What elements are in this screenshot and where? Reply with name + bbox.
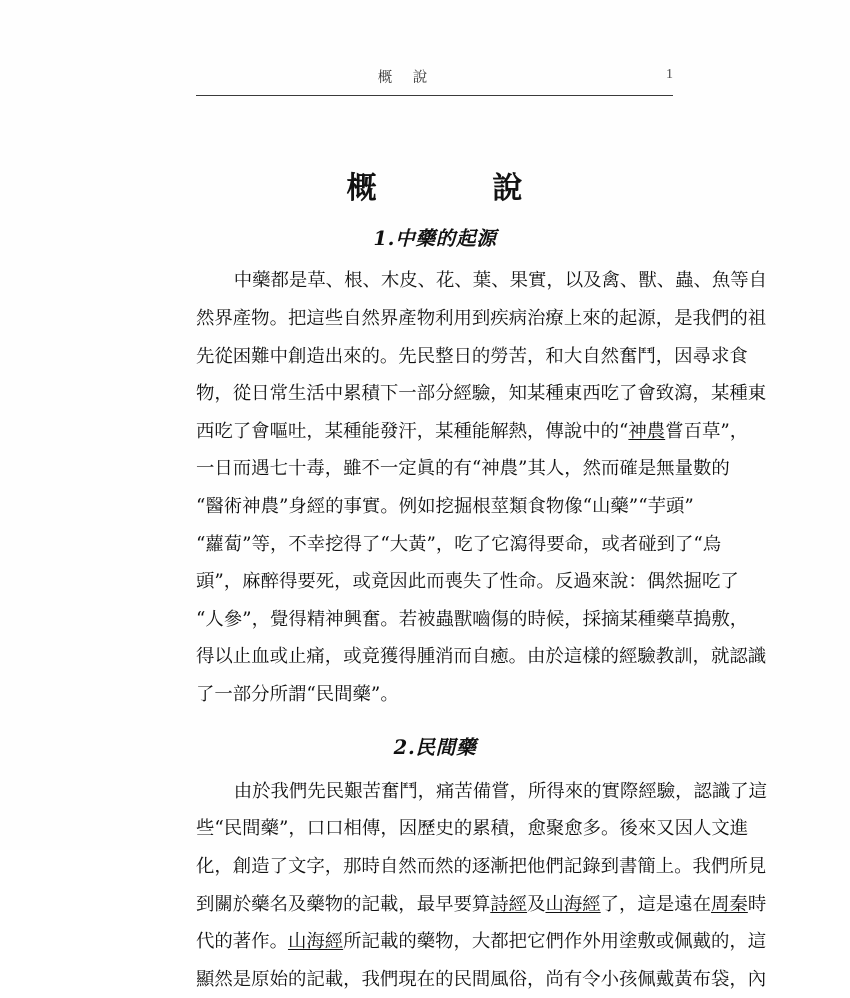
text-line xyxy=(196,601,749,639)
text-run: 得以止血或止痛，或竟獲得腫消而自癒。由於這樣的經驗教訓，就認識 xyxy=(196,646,767,668)
text-run: 些“民間藥”，口口相傳，因歷史的累積，愈聚愈多。後來又因人文進 xyxy=(196,818,749,840)
text-run: 及 xyxy=(527,893,546,915)
text-run: 時 xyxy=(747,893,767,915)
section-body-2 xyxy=(196,773,768,998)
emphasized-title-text: 詩經 xyxy=(490,893,528,915)
text-line xyxy=(196,810,749,848)
text-run: 中藥都是草、根、木皮、花、葉、果實，以及禽、獸、蟲、魚等自 xyxy=(233,270,768,292)
section-body-1 xyxy=(196,262,768,713)
text-run: 化，創造了文字，那時自然而然的逐漸把他們記錄到書簡上。我們所見 xyxy=(196,856,767,877)
text-line xyxy=(196,923,767,961)
page-title: 概 說 xyxy=(346,171,541,206)
text-run: 一日而遇七十毒，雖不一定眞的有“神農”其人，然而確是無量數的 xyxy=(196,458,730,480)
text-line xyxy=(196,450,730,488)
text-line xyxy=(196,262,768,300)
emphasized-title-text: 山海經 xyxy=(287,931,344,953)
text-run: 頭”，麻醉得要死，或竟因此而喪失了性命。反過來說：偶然掘吃了 xyxy=(196,571,739,593)
text-run: 嘗百草”， xyxy=(665,420,749,442)
text-line xyxy=(196,773,768,811)
section-heading-2: 2.民間藥 xyxy=(393,736,477,760)
text-line xyxy=(196,526,722,564)
text-run: 西吃了會嘔吐，某種能發汗，某種能解熱，傳說中的“ xyxy=(196,420,629,442)
text-run: 顯然是原始的記載，我們現在的民間風俗，尚有令小孩佩戴黃布袋，內 xyxy=(196,968,767,990)
emphasized-title-text: 山海經 xyxy=(545,893,601,915)
text-line xyxy=(196,413,749,451)
text-run: “蘿蔔”等，不幸挖得了“大黃”，吃了它瀉得要命，或者碰到了“烏 xyxy=(196,533,722,555)
document-body xyxy=(196,222,768,998)
text-line xyxy=(196,676,674,714)
text-run: 了一部分所謂“民間藥”。 xyxy=(196,683,399,705)
text-line xyxy=(196,488,694,526)
text-line xyxy=(196,338,748,376)
running-header-title: 概 說 xyxy=(377,70,436,86)
text-line xyxy=(196,563,739,601)
emphasized-title-text: 周秦 xyxy=(711,893,748,915)
text-run: 物，從日常生活中累積下一部分經驗，知某種東西吃了會致瀉，某種東 xyxy=(196,383,767,405)
text-run: 由於我們先民艱苦奮鬥，痛苦備嘗，所得來的實際經驗，認識了這 xyxy=(233,780,768,802)
text-line xyxy=(196,848,767,886)
section-heading-1: 1.中藥的起源 xyxy=(373,227,497,250)
emphasized-title-text: 神農 xyxy=(628,420,666,442)
text-line xyxy=(196,375,767,413)
text-run: 代的著作。 xyxy=(196,931,288,953)
text-line xyxy=(196,961,767,998)
text-run: “醫術神農”身經的事實。例如挖掘根莖類食物像“山藥”“芋頭” xyxy=(196,495,694,517)
text-run: 到關於藥名及藥物的記載，最早要算 xyxy=(196,893,491,915)
page-number: 1 xyxy=(666,67,673,82)
text-run: “人參”，覺得精神興奮。若被蟲獸嚙傷的時候，採摘某種藥草搗敷， xyxy=(196,608,749,630)
text-line xyxy=(196,886,767,924)
text-line xyxy=(196,638,767,676)
text-run: 然界產物。把這些自然界產物利用到疾病治療上來的起源，是我們的祖 xyxy=(196,307,767,329)
text-run: 先從困難中創造出來的。先民整日的勞苦，和大自然奮鬥，因尋求食 xyxy=(196,345,748,367)
header-divider-rule xyxy=(196,95,673,96)
text-run: 了，這是遠在 xyxy=(600,893,712,915)
text-line xyxy=(196,300,767,338)
text-run: 所記載的藥物，大都把它們作外用塗敷或佩戴的，這 xyxy=(343,931,767,953)
